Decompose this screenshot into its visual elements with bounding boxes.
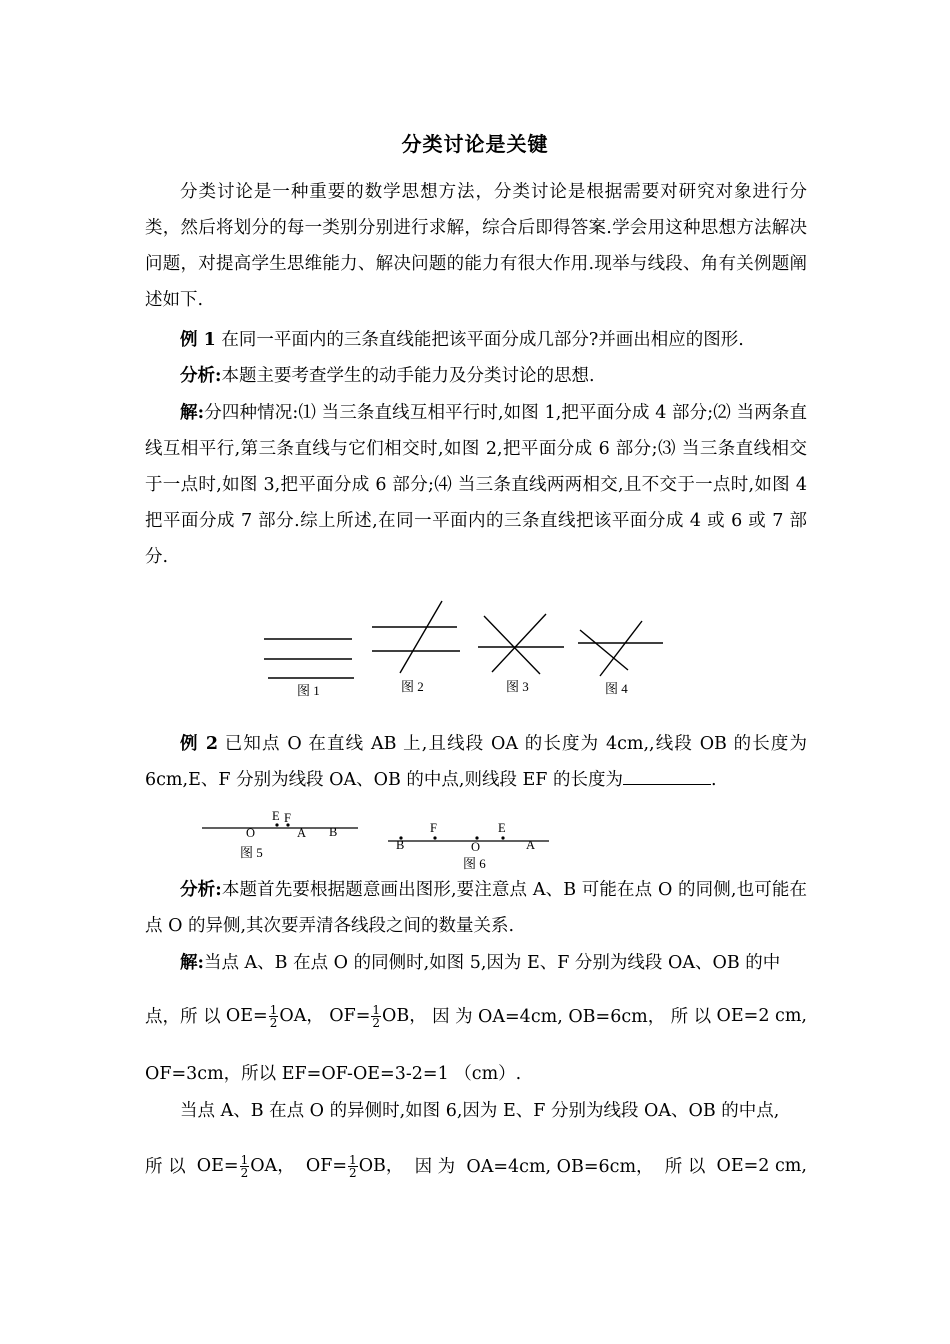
fig4-line-2 [580,630,628,670]
figures-1-to-4 [250,598,680,703]
fig5-label-b: B [329,825,338,839]
analysis-1 [145,358,807,394]
figures-5-6 [195,805,565,875]
math1-given: OA=4cm, OB=6cm， [478,1007,666,1027]
math1-intro: 点，所 以 [145,1007,221,1027]
solution-2 [145,945,807,981]
math-line-of: OF=3cm，所以 EF=OF-OE=3-2=1 （cm）. [145,1064,522,1084]
math1-since: 因 为 [432,1007,473,1027]
fig6-label-o: O [471,840,481,854]
math2-since: 因 为 [414,1157,456,1177]
math-line-1 [145,1002,807,1029]
fig2-caption: 图 2 [401,679,424,694]
analysis-2-label: 分析: [180,880,222,900]
example-2-text: 已知点 O 在直线 AB 上,且线段 OA 的长度为 4cm,,线段 OB 的长度为 6cm,E、F 分别为线段 OA、OB 的中点,则线段 EF 的长度为 [145,734,807,790]
fig5-label-e: E [272,809,280,823]
math1-of: OF= $\frac{1}{2}$ OB， [329,1003,427,1030]
fig5-point-e [275,823,278,826]
case-2-paragraph: 当点 A、B 在点 O 的异侧时,如图 6,因为 E、F 分别为线段 OA、OB 的中点, [180,1101,780,1121]
math1-oe: OE= $\frac{1}{2}$ OA， [225,1003,324,1030]
page-title: 分类讨论是关键 [401,132,549,156]
fig2-line-3 [400,601,442,673]
math2-given: OA=4cm, OB=6cm， [466,1157,654,1177]
fig4-caption: 图 4 [605,681,628,696]
solution-2-label: 解: [180,953,204,973]
example-2-end: . [711,770,717,790]
answer-blank[interactable] [623,766,711,785]
fig6-label-e: E [498,821,506,835]
analysis-1-text: 本题主要考查学生的动手能力及分类讨论的思想. [221,366,595,386]
fig6-label-a: A [526,838,536,852]
analysis-2-text: 本题首先要根据题意画出图形,要注意点 A、B 可能在点 O 的同侧,也可能在点 O 的异侧,其次要弄清各线段之间的数量关系. [145,880,807,936]
fig6-point-f [433,836,436,839]
fig1-caption: 图 1 [297,683,320,698]
math1-result: OE=2 cm, [716,1005,807,1026]
analysis-1-label: 分析: [180,366,222,386]
math2-oe: OE= $\frac{1}{2}$ OA， [196,1153,295,1180]
math1-so: 所 以 [670,1007,712,1027]
math2-intro: 所 以 [145,1157,186,1177]
fraction-half: $\frac{1}{2}$ [372,1003,381,1030]
analysis-2 [145,872,807,944]
example-1 [145,322,807,358]
fig6-label-b: B [396,838,405,852]
fig3-line-3 [492,614,546,672]
intro-paragraph: 分类讨论是一种重要的数学思想方法，分类讨论是根据需要对研究对象进行分类，然后将划分的每一类别分别进行求解，综合后即得答案.学会用这种思想方法解决问题，对提高学生思维能力、解决问题的能力有很大作用.现举与线段、角有关例题阐述如下. [145,182,807,310]
math2-of: OF= $\frac{1}{2}$ OB， [305,1153,404,1180]
solution-1-label: 解: [180,403,205,423]
math2-result: OE=2 cm, [716,1155,807,1176]
example-2-label: 例 2 [180,734,219,754]
solution-2-text: 当点 A、B 在点 O 的同侧时,如图 5,因为 E、F 分别为线段 OA、OB 的中 [203,953,781,973]
fraction-half: $\frac{1}{2}$ [269,1003,278,1030]
fig5-label-f: F [284,811,291,825]
fig6-caption: 图 6 [463,856,486,871]
example-2 [145,726,807,798]
math2-so: 所 以 [664,1157,706,1177]
fig5-label-a: A [297,826,307,840]
example-1-text: 在同一平面内的三条直线能把该平面分成几部分?并画出相应的图形. [215,330,744,350]
fig5-caption: 图 5 [240,845,263,860]
fig3-line-2 [484,616,540,674]
math-line-2 [145,1152,807,1179]
solution-1 [145,395,807,575]
fig3-caption: 图 3 [506,679,529,694]
example-1-label: 例 1 [180,330,216,350]
fig6-label-f: F [430,821,437,835]
fig4-line-3 [600,621,642,676]
solution-1-text: 分四种情况:⑴ 当三条直线互相平行时,如图 1,把平面分成 4 部分;⑵ 当两条直线互相平行,第三条直线与它们相交时,如图 2,把平面分成 6 部分;⑶ 当三条直线相交于一点时,如图 3,把平面分成 6 部分;⑷ 当三条直线两两相交,且不交于一点时,如图 4 把平面分成 7 部分.综上所述,在同一平面内的三条直线把该平面分成 4 或 6 或 7 部分. [145,403,807,567]
fraction-half: $\frac{1}{2}$ [240,1153,249,1180]
fig5-label-o: O [246,826,256,840]
fraction-half: $\frac{1}{2}$ [349,1153,357,1180]
fig6-point-e [501,836,504,839]
